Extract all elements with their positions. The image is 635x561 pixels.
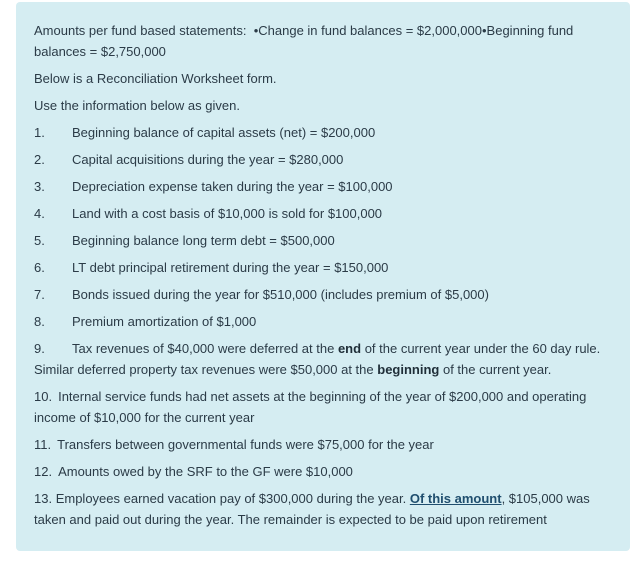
intro-paragraph — [34, 20, 612, 62]
item-number: 10. — [34, 389, 53, 404]
item-text: of the current year under the 60 day rule. Similar deferred property tax revenues were $50,000 at the — [34, 341, 601, 377]
intro-label: Amounts per fund based statements: — [34, 23, 247, 38]
list-item — [34, 122, 612, 143]
item-text: Land with a cost basis of $10,000 is sold for $100,000 — [72, 206, 383, 221]
list-item — [34, 311, 612, 332]
emphasis-beginning: beginning — [377, 362, 440, 377]
item-number: 7. — [34, 287, 45, 302]
item-number: 1. — [34, 125, 45, 140]
item-text: LT debt principal retirement during the year = $150,000 — [72, 260, 389, 275]
item-number: 12. — [34, 464, 53, 479]
item-number: 8. — [34, 314, 45, 329]
item-text: Capital acquisitions during the year = $280,000 — [72, 152, 344, 167]
intro-bullet-2: Beginning fund balances = $2,750,000 — [34, 23, 574, 59]
bullet-icon: • — [481, 23, 487, 38]
item-number: 3. — [34, 179, 45, 194]
list-item — [34, 203, 612, 224]
list-item — [34, 149, 612, 170]
item-number: 4. — [34, 206, 45, 221]
list-item-11 — [34, 434, 612, 455]
list-item-9 — [34, 338, 612, 380]
item-number: 6. — [34, 260, 45, 275]
of-this-amount-link[interactable]: Of this amount — [409, 491, 502, 506]
item-text: Transfers between governmental funds were $75,000 for the year — [57, 437, 434, 452]
list-item — [34, 284, 612, 305]
instruction-note: Use the information below as given. — [34, 98, 240, 113]
item-text: Amounts owed by the SRF to the GF were $10,000 — [58, 464, 353, 479]
item-number: 13. — [34, 491, 53, 506]
item-text: of the current year. — [439, 362, 552, 377]
emphasis-end: end — [337, 341, 362, 356]
item-text: , $105,000 was taken and paid out during the year. The remainder is expected to be paid upon retirement — [34, 491, 590, 527]
bullet-icon: • — [253, 23, 259, 38]
list-item — [34, 257, 612, 278]
item-text: Depreciation expense taken during the year = $100,000 — [72, 179, 393, 194]
item-number: 5. — [34, 233, 45, 248]
question-panel — [16, 2, 630, 551]
item-text: Bonds issued during the year for $510,000 (includes premium of $5,000) — [72, 287, 489, 302]
item-text: Premium amortization of $1,000 — [72, 314, 257, 329]
item-text: Employees earned vacation pay of $300,000 during the year. — [55, 491, 410, 506]
list-item — [34, 230, 612, 251]
item-number: 9. — [34, 341, 45, 356]
item-text: Beginning balance of capital assets (net) = $200,000 — [72, 125, 376, 140]
item-number: 11. — [34, 437, 52, 452]
list-item-10 — [34, 386, 612, 428]
item-text: Tax revenues of $40,000 were deferred at the — [72, 341, 338, 356]
intro-bullet-1: Change in fund balances = $2,000,000 — [258, 23, 482, 38]
list-item-13 — [34, 488, 612, 530]
item-text: Internal service funds had net assets at the beginning of the year of $200,000 and operating income of $10,000 for the current year — [34, 389, 587, 425]
worksheet-note: Below is a Reconciliation Worksheet form. — [34, 71, 277, 86]
list-item — [34, 176, 612, 197]
item-number: 2. — [34, 152, 45, 167]
list-item-12 — [34, 461, 612, 482]
item-text: Beginning balance long term debt = $500,000 — [72, 233, 335, 248]
